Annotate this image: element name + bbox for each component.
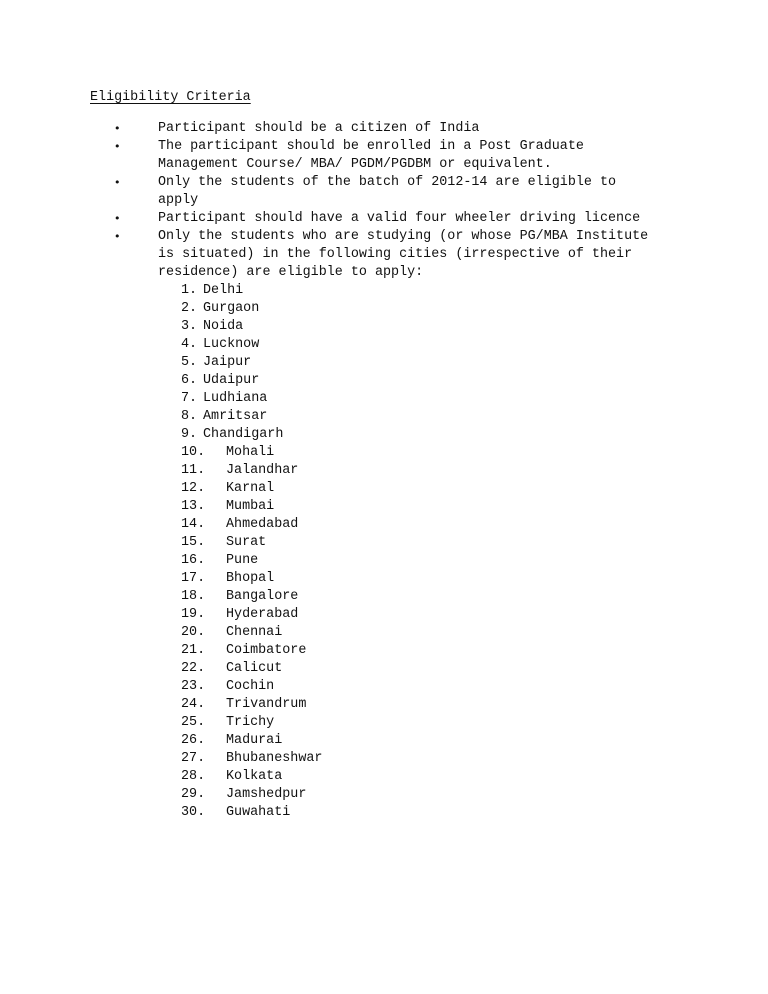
city-name: Ahmedabad — [226, 517, 299, 532]
criteria-text: Only the students of the batch of 2012-14 are eligible to apply — [158, 175, 617, 208]
criteria-item — [114, 228, 674, 282]
city-number: 17. — [181, 571, 206, 586]
city-name: Mohali — [226, 445, 275, 460]
bullet-icon: • — [114, 122, 121, 135]
city-name: Ludhiana — [203, 391, 268, 406]
city-list-item — [181, 408, 481, 426]
city-number: 20. — [181, 625, 206, 640]
city-number: 6. — [181, 373, 198, 388]
city-list-item — [181, 696, 481, 714]
city-number: 4. — [181, 337, 198, 352]
city-name: Cochin — [226, 679, 275, 694]
city-list-item — [181, 606, 481, 624]
city-number: 9. — [181, 427, 198, 442]
city-number: 12. — [181, 481, 206, 496]
bullet-icon: • — [114, 140, 121, 153]
city-list-item — [181, 552, 481, 570]
city-number: 21. — [181, 643, 206, 658]
city-number: 19. — [181, 607, 206, 622]
criteria-item — [114, 138, 674, 174]
city-list-item — [181, 318, 481, 336]
city-name: Jalandhar — [226, 463, 299, 478]
city-number: 5. — [181, 355, 198, 370]
city-number: 24. — [181, 697, 206, 712]
city-name: Trivandrum — [226, 697, 307, 712]
city-name: Madurai — [226, 733, 283, 748]
criteria-item — [114, 120, 674, 138]
city-name: Gurgaon — [203, 301, 260, 316]
city-number: 3. — [181, 319, 198, 334]
city-list-item — [181, 336, 481, 354]
criteria-text: Participant should be a citizen of India — [158, 121, 480, 136]
city-list-item — [181, 714, 481, 732]
city-number: 29. — [181, 787, 206, 802]
city-number: 15. — [181, 535, 206, 550]
city-list-item — [181, 462, 481, 480]
criteria-item — [114, 174, 674, 210]
city-name: Bhubaneshwar — [226, 751, 323, 766]
criteria-text: The participant should be enrolled in a Post Graduate Management Course/ MBA/ PGDM/PGDBM or equivalent. — [158, 139, 584, 172]
city-list-item — [181, 660, 481, 678]
city-list-item — [181, 750, 481, 768]
city-number: 10. — [181, 445, 206, 460]
city-name: Noida — [203, 319, 244, 334]
city-name: Amritsar — [203, 409, 268, 424]
city-number: 28. — [181, 769, 206, 784]
city-name: Pune — [226, 553, 259, 568]
city-name: Lucknow — [203, 337, 260, 352]
city-list-item — [181, 498, 481, 516]
city-number: 25. — [181, 715, 206, 730]
city-number: 11. — [181, 463, 206, 478]
city-number: 23. — [181, 679, 206, 694]
city-list-item — [181, 624, 481, 642]
city-list-item — [181, 786, 481, 804]
city-list-item — [181, 768, 481, 786]
city-number: 18. — [181, 589, 206, 604]
city-list-item — [181, 354, 481, 372]
city-list-item — [181, 480, 481, 498]
city-list — [181, 282, 481, 822]
city-name: Jamshedpur — [226, 787, 307, 802]
city-number: 7. — [181, 391, 198, 406]
city-list-item — [181, 426, 481, 444]
city-list-item — [181, 804, 481, 822]
bullet-icon: • — [114, 230, 121, 243]
city-number: 16. — [181, 553, 206, 568]
city-number: 13. — [181, 499, 206, 514]
city-name: Delhi — [203, 283, 244, 298]
city-name: Bhopal — [226, 571, 275, 586]
city-list-item — [181, 678, 481, 696]
city-name: Kolkata — [226, 769, 283, 784]
city-list-item — [181, 372, 481, 390]
city-number: 14. — [181, 517, 206, 532]
bullet-icon: • — [114, 176, 121, 189]
city-name: Karnal — [226, 481, 275, 496]
city-list-item — [181, 516, 481, 534]
page-heading: Eligibility Criteria — [90, 90, 251, 105]
criteria-text: Participant should have a valid four wheeler driving licence — [158, 211, 641, 226]
city-number: 1. — [181, 283, 198, 298]
city-number: 26. — [181, 733, 206, 748]
city-number: 30. — [181, 805, 206, 820]
city-list-item — [181, 588, 481, 606]
city-list-item — [181, 642, 481, 660]
city-number: 22. — [181, 661, 206, 676]
city-number: 8. — [181, 409, 198, 424]
city-list-item — [181, 390, 481, 408]
criteria-item — [114, 210, 674, 228]
criteria-list — [114, 120, 674, 282]
criteria-text: Only the students who are studying (or whose PG/MBA Institute is situated) in the following cities (irrespective of their residence) are eligible to apply: — [158, 229, 649, 280]
city-name: Coimbatore — [226, 643, 307, 658]
city-list-item — [181, 300, 481, 318]
city-list-item — [181, 570, 481, 588]
city-name: Calicut — [226, 661, 283, 676]
city-name: Udaipur — [203, 373, 260, 388]
city-list-item — [181, 282, 481, 300]
city-list-item — [181, 732, 481, 750]
city-name: Jaipur — [203, 355, 252, 370]
city-list-item — [181, 444, 481, 462]
city-name: Hyderabad — [226, 607, 299, 622]
bullet-icon: • — [114, 212, 121, 225]
city-name: Mumbai — [226, 499, 275, 514]
city-number: 2. — [181, 301, 198, 316]
city-name: Chandigarh — [203, 427, 284, 442]
city-name: Chennai — [226, 625, 283, 640]
city-name: Trichy — [226, 715, 275, 730]
city-name: Surat — [226, 535, 267, 550]
city-number: 27. — [181, 751, 206, 766]
city-name: Guwahati — [226, 805, 291, 820]
city-list-item — [181, 534, 481, 552]
city-name: Bangalore — [226, 589, 299, 604]
